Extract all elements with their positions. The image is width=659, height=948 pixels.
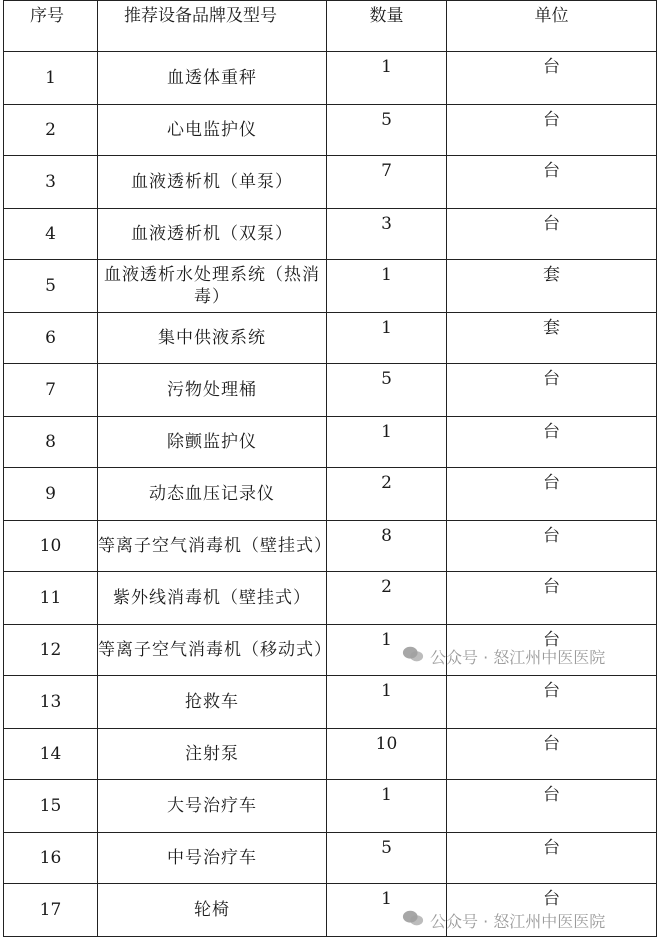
row-quantity: 5 — [327, 364, 447, 417]
row-quantity: 1 — [327, 676, 447, 729]
wechat-icon — [402, 909, 424, 932]
watermark-text: 公众号 · 怒江州中医医院 — [430, 648, 606, 667]
row-index: 13 — [4, 676, 98, 729]
header-index: 序号 — [4, 1, 98, 52]
row-index: 5 — [4, 260, 98, 313]
row-index: 6 — [4, 313, 98, 364]
row-quantity: 5 — [327, 833, 447, 884]
row-unit: 台 — [447, 468, 657, 521]
row-equipment-name: 污物处理桶 — [98, 364, 327, 417]
row-equipment-name: 轮椅 — [98, 884, 327, 937]
table-row — [4, 209, 657, 260]
row-index: 9 — [4, 468, 98, 521]
table-row — [4, 156, 657, 209]
row-equipment-name: 心电监护仪 — [98, 105, 327, 156]
row-index: 10 — [4, 521, 98, 572]
row-equipment-name: 动态血压记录仪 — [98, 468, 327, 521]
row-equipment-name: 除颤监护仪 — [98, 417, 327, 468]
table-row — [4, 468, 657, 521]
row-index: 3 — [4, 156, 98, 209]
row-quantity: 3 — [327, 209, 447, 260]
row-quantity: 1 — [327, 260, 447, 313]
row-equipment-name: 注射泵 — [98, 729, 327, 780]
row-index: 7 — [4, 364, 98, 417]
watermark-1 — [402, 645, 605, 668]
row-equipment-name: 等离子空气消毒机（壁挂式） — [98, 521, 327, 572]
row-index: 15 — [4, 780, 98, 833]
equipment-table — [3, 0, 657, 937]
row-index: 16 — [4, 833, 98, 884]
row-unit: 台 — [447, 52, 657, 105]
row-index: 8 — [4, 417, 98, 468]
row-quantity: 1 — [327, 313, 447, 364]
row-quantity: 8 — [327, 521, 447, 572]
row-unit: 台 — [447, 676, 657, 729]
row-unit: 台 — [447, 521, 657, 572]
table-row — [4, 105, 657, 156]
row-index: 14 — [4, 729, 98, 780]
row-index: 2 — [4, 105, 98, 156]
row-equipment-name: 血液透析机（双泵） — [98, 209, 327, 260]
table-row — [4, 729, 657, 780]
row-equipment-name: 大号治疗车 — [98, 780, 327, 833]
row-quantity: 1 — [327, 780, 447, 833]
table-row — [4, 364, 657, 417]
row-equipment-name: 血液透析水处理系统（热消毒） — [98, 260, 327, 313]
row-equipment-name: 抢救车 — [98, 676, 327, 729]
header-unit: 单位 — [447, 1, 657, 52]
watermark-2 — [402, 909, 605, 932]
row-index: 12 — [4, 625, 98, 676]
row-quantity: 7 — [327, 156, 447, 209]
row-equipment-name: 血液透析机（单泵） — [98, 156, 327, 209]
row-index: 4 — [4, 209, 98, 260]
row-quantity: 10 — [327, 729, 447, 780]
row-unit: 台 — [447, 729, 657, 780]
table-row — [4, 521, 657, 572]
row-quantity: 1 — [327, 52, 447, 105]
row-unit: 台 — [447, 364, 657, 417]
row-unit: 台 — [447, 625, 657, 676]
table-header-row — [4, 1, 657, 52]
row-unit: 台 — [447, 417, 657, 468]
row-unit: 台 — [447, 156, 657, 209]
table-row — [4, 676, 657, 729]
row-quantity: 1 — [327, 417, 447, 468]
row-equipment-name: 紫外线消毒机（壁挂式） — [98, 572, 327, 625]
row-quantity: 2 — [327, 468, 447, 521]
row-unit: 台 — [447, 780, 657, 833]
table-row — [4, 260, 657, 313]
row-equipment-name: 血透体重秤 — [98, 52, 327, 105]
wechat-icon — [402, 645, 424, 668]
row-equipment-name: 等离子空气消毒机（移动式） — [98, 625, 327, 676]
row-quantity: 1 — [327, 625, 447, 676]
row-index: 11 — [4, 572, 98, 625]
header-quantity: 数量 — [327, 1, 447, 52]
table-row — [4, 572, 657, 625]
row-quantity: 5 — [327, 105, 447, 156]
table-row — [4, 780, 657, 833]
row-quantity: 1 — [327, 884, 447, 937]
row-unit: 台 — [447, 833, 657, 884]
row-unit: 台 — [447, 105, 657, 156]
table-row — [4, 417, 657, 468]
table-row — [4, 833, 657, 884]
row-unit: 套 — [447, 313, 657, 364]
table-row — [4, 52, 657, 105]
header-name: 推荐设备品牌及型号 — [98, 1, 327, 52]
table-row — [4, 313, 657, 364]
row-equipment-name: 中号治疗车 — [98, 833, 327, 884]
row-equipment-name: 集中供液系统 — [98, 313, 327, 364]
row-unit: 台 — [447, 209, 657, 260]
row-index: 1 — [4, 52, 98, 105]
row-quantity: 2 — [327, 572, 447, 625]
row-unit: 台 — [447, 572, 657, 625]
watermark-text: 公众号 · 怒江州中医医院 — [430, 912, 606, 931]
row-unit: 台 — [447, 884, 657, 937]
row-unit: 套 — [447, 260, 657, 313]
row-index: 17 — [4, 884, 98, 937]
